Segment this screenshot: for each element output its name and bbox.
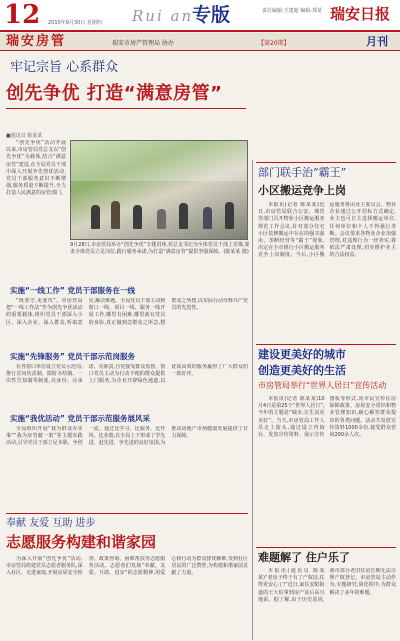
lead-intro	[6, 140, 66, 282]
lead-section-2-body	[6, 364, 248, 408]
lead-subhead-1: 实施“一线工作” 党员干部服务在一线	[10, 286, 135, 295]
section-issue-number: 【第20期】	[258, 40, 290, 47]
newspaper-logo: 瑞安日报	[330, 5, 391, 23]
middle-story-body	[258, 396, 396, 544]
section-label: 月刊	[366, 35, 388, 48]
page-number: 12	[4, 0, 41, 30]
middle-headline-1: 建设更美好的城市	[258, 348, 346, 361]
bottom-left-text: 为深入开展“创先争优”活动,市房管局组建党员志愿者服务队,深入社区、走进家庭,开展房屋安全检查、政策咨询、困难帮扶等志愿服务活动。志愿者们发扬“奉献、友爱、互助、进步”的志愿精神,用爱心和行动为群众排忧解难,受到社区居民的广泛赞誉,为构建和谐家园贡献了力量。	[6, 556, 248, 577]
lead-section-1-text: “既要守,更要攻”。市房管局把“一线工作法”作为创先争优活动的重要载体,组织党员干部深入小区、深入企业、深入群众,听取意见,解决难题。全局党员干部主动到窗口一线、项目一线、服务一线开展工作,哪里有困难,哪里就有党员的身影,真正做到急群众之所急,想群众之所想,以实际行动诠释共产党员的先进性。	[6, 298, 248, 326]
edition-word: Rui an	[132, 7, 194, 25]
section-type: 专版	[192, 4, 231, 26]
lead-subhead-2: 实施“先锋服务” 党员干部示范岗服务	[10, 352, 135, 361]
right-story-text: 本报讯(记者 陈某某)近日,市房管局联合公安、城管等部门召开物业小区搬运服务规范工作会议,针对部分住宅小区装修搬运中存在的强买强卖、垄断经营等“霸王”现象,决定在全市推行小区搬运服务竞争上岗制度。今后,小区搬运服务将由业主委员会、物业企业通过公开招标方式确定,业主也可自主选择搬运单位,任何单位和个人不得强行垄断。会议要求各物业企业加强管理,对违规行为一经查实,将依法严肃处理,切实维护业主的合法权益。	[258, 202, 396, 259]
lead-headline: 创先争优 打造“满意房管”	[6, 83, 223, 104]
bottom-left-kicker: 奉献 友爱 互助 进步	[6, 518, 96, 529]
lead-kicker: 牢记宗旨 心系群众	[10, 60, 119, 75]
bottom-right-headline: 难题解了 住户乐了	[258, 551, 350, 564]
section-title: 瑞安房管	[6, 34, 67, 49]
headline-rule	[6, 108, 246, 109]
news-photo	[70, 140, 248, 240]
column-divider	[252, 160, 253, 640]
middle-headline-2: 创造更美好的生活	[258, 364, 346, 377]
editor-credit: 责任编辑:王建超 编辑:郑某	[262, 8, 322, 14]
right-story-rule	[256, 162, 396, 163]
right-headline: 小区搬运竞争上岗	[258, 184, 346, 197]
bottom-right-rule	[256, 547, 396, 548]
bottom-right-text: 本报讯(通讯员 陈某某)“老房子终于有了产权证,住得更安心了!”近日,家住安阳街道的王大伯拿到房产证后高兴地说。据了解,由于历史原因,我市部分老旧住房长期无法办理产权登记。市房管局主动作为,专题研究,简化程序,为群众解决了多年的难题。	[258, 568, 396, 603]
lead-byline: ■通讯员 陈某某	[6, 133, 43, 139]
middle-story-text: 本报讯(记者 陈某某)10月4日是第25个“世界人居日”,今年的主题是“城市,让生活更美好”。当天,市房管局工作人员走上街头,通过设立咨询台、发放宣传资料、展示宣传图板等形式,向市民宣传住房保障政策、房屋安全常识和物业管理知识,耐心解答群众提出的各类问题。活动共发放宣传资料1000余份,接受群众咨询200余人次。	[258, 396, 396, 439]
bottom-left-rule	[6, 513, 248, 514]
bottom-left-body	[6, 556, 248, 638]
middle-subheadline: 市房管局举行“世界人居日”宣传活动	[258, 381, 387, 390]
bottom-left-headline: 志愿服务构建和谐家园	[6, 533, 157, 551]
issue-date: 2010年9月30日 星期四	[48, 20, 102, 26]
lead-section-2-text: 在各窗口单位设立党员示范岗,推行首问负责制、限时办结制、一次性告知制等制度,亮身份、亮承诺、亮职责,自觉接受群众监督。窗口党员主动为行动不便的群众提供上门服务,为企业开辟绿色通道,以优质高效的服务赢得了广大群众的一致好评。	[6, 364, 248, 385]
lead-section-3-body	[6, 426, 248, 510]
bottom-right-body	[258, 568, 396, 638]
photo-caption: 9月28日,市房管局举办“创先争优”专题讲座,党总支书记为全体党员干部上党课,要求全体党员立足岗位,践行服务承诺,为打造“满意房管”提供坚强保障。(陈某某 摄)	[70, 242, 250, 255]
lead-section-3-text: 全局组织开展“我为群众办实事”“我为房管献一策”等主题实践活动,引导党员干部立足本职、争创一流。通过比学习、比服务、比作风、比业绩,在全局上下形成了学先进、赶先进、争先进的良好氛围,为推动房地产市场健康发展提供了有力保障。	[6, 426, 248, 447]
lead-intro-text: “创先争优”活动开展以来,市房管局党总支以“创先争优”为载体,结合“满意房管”建设,在全局党员干部中深入开展争先创优活动,党员干部服务意识不断增强,服务质量不断提升,全力打造人民满意的房管部门。	[6, 140, 66, 197]
right-story-body	[258, 202, 396, 340]
middle-story-rule	[256, 344, 396, 345]
lead-subhead-3: 实施“我优活动” 党员干部示范服务展风采	[10, 414, 150, 423]
lead-section-1-body	[6, 298, 248, 346]
section-subtitle: 瑞安市房产管理局 协办	[112, 40, 174, 47]
right-kicker: 部门联手治“霸王”	[258, 166, 347, 179]
